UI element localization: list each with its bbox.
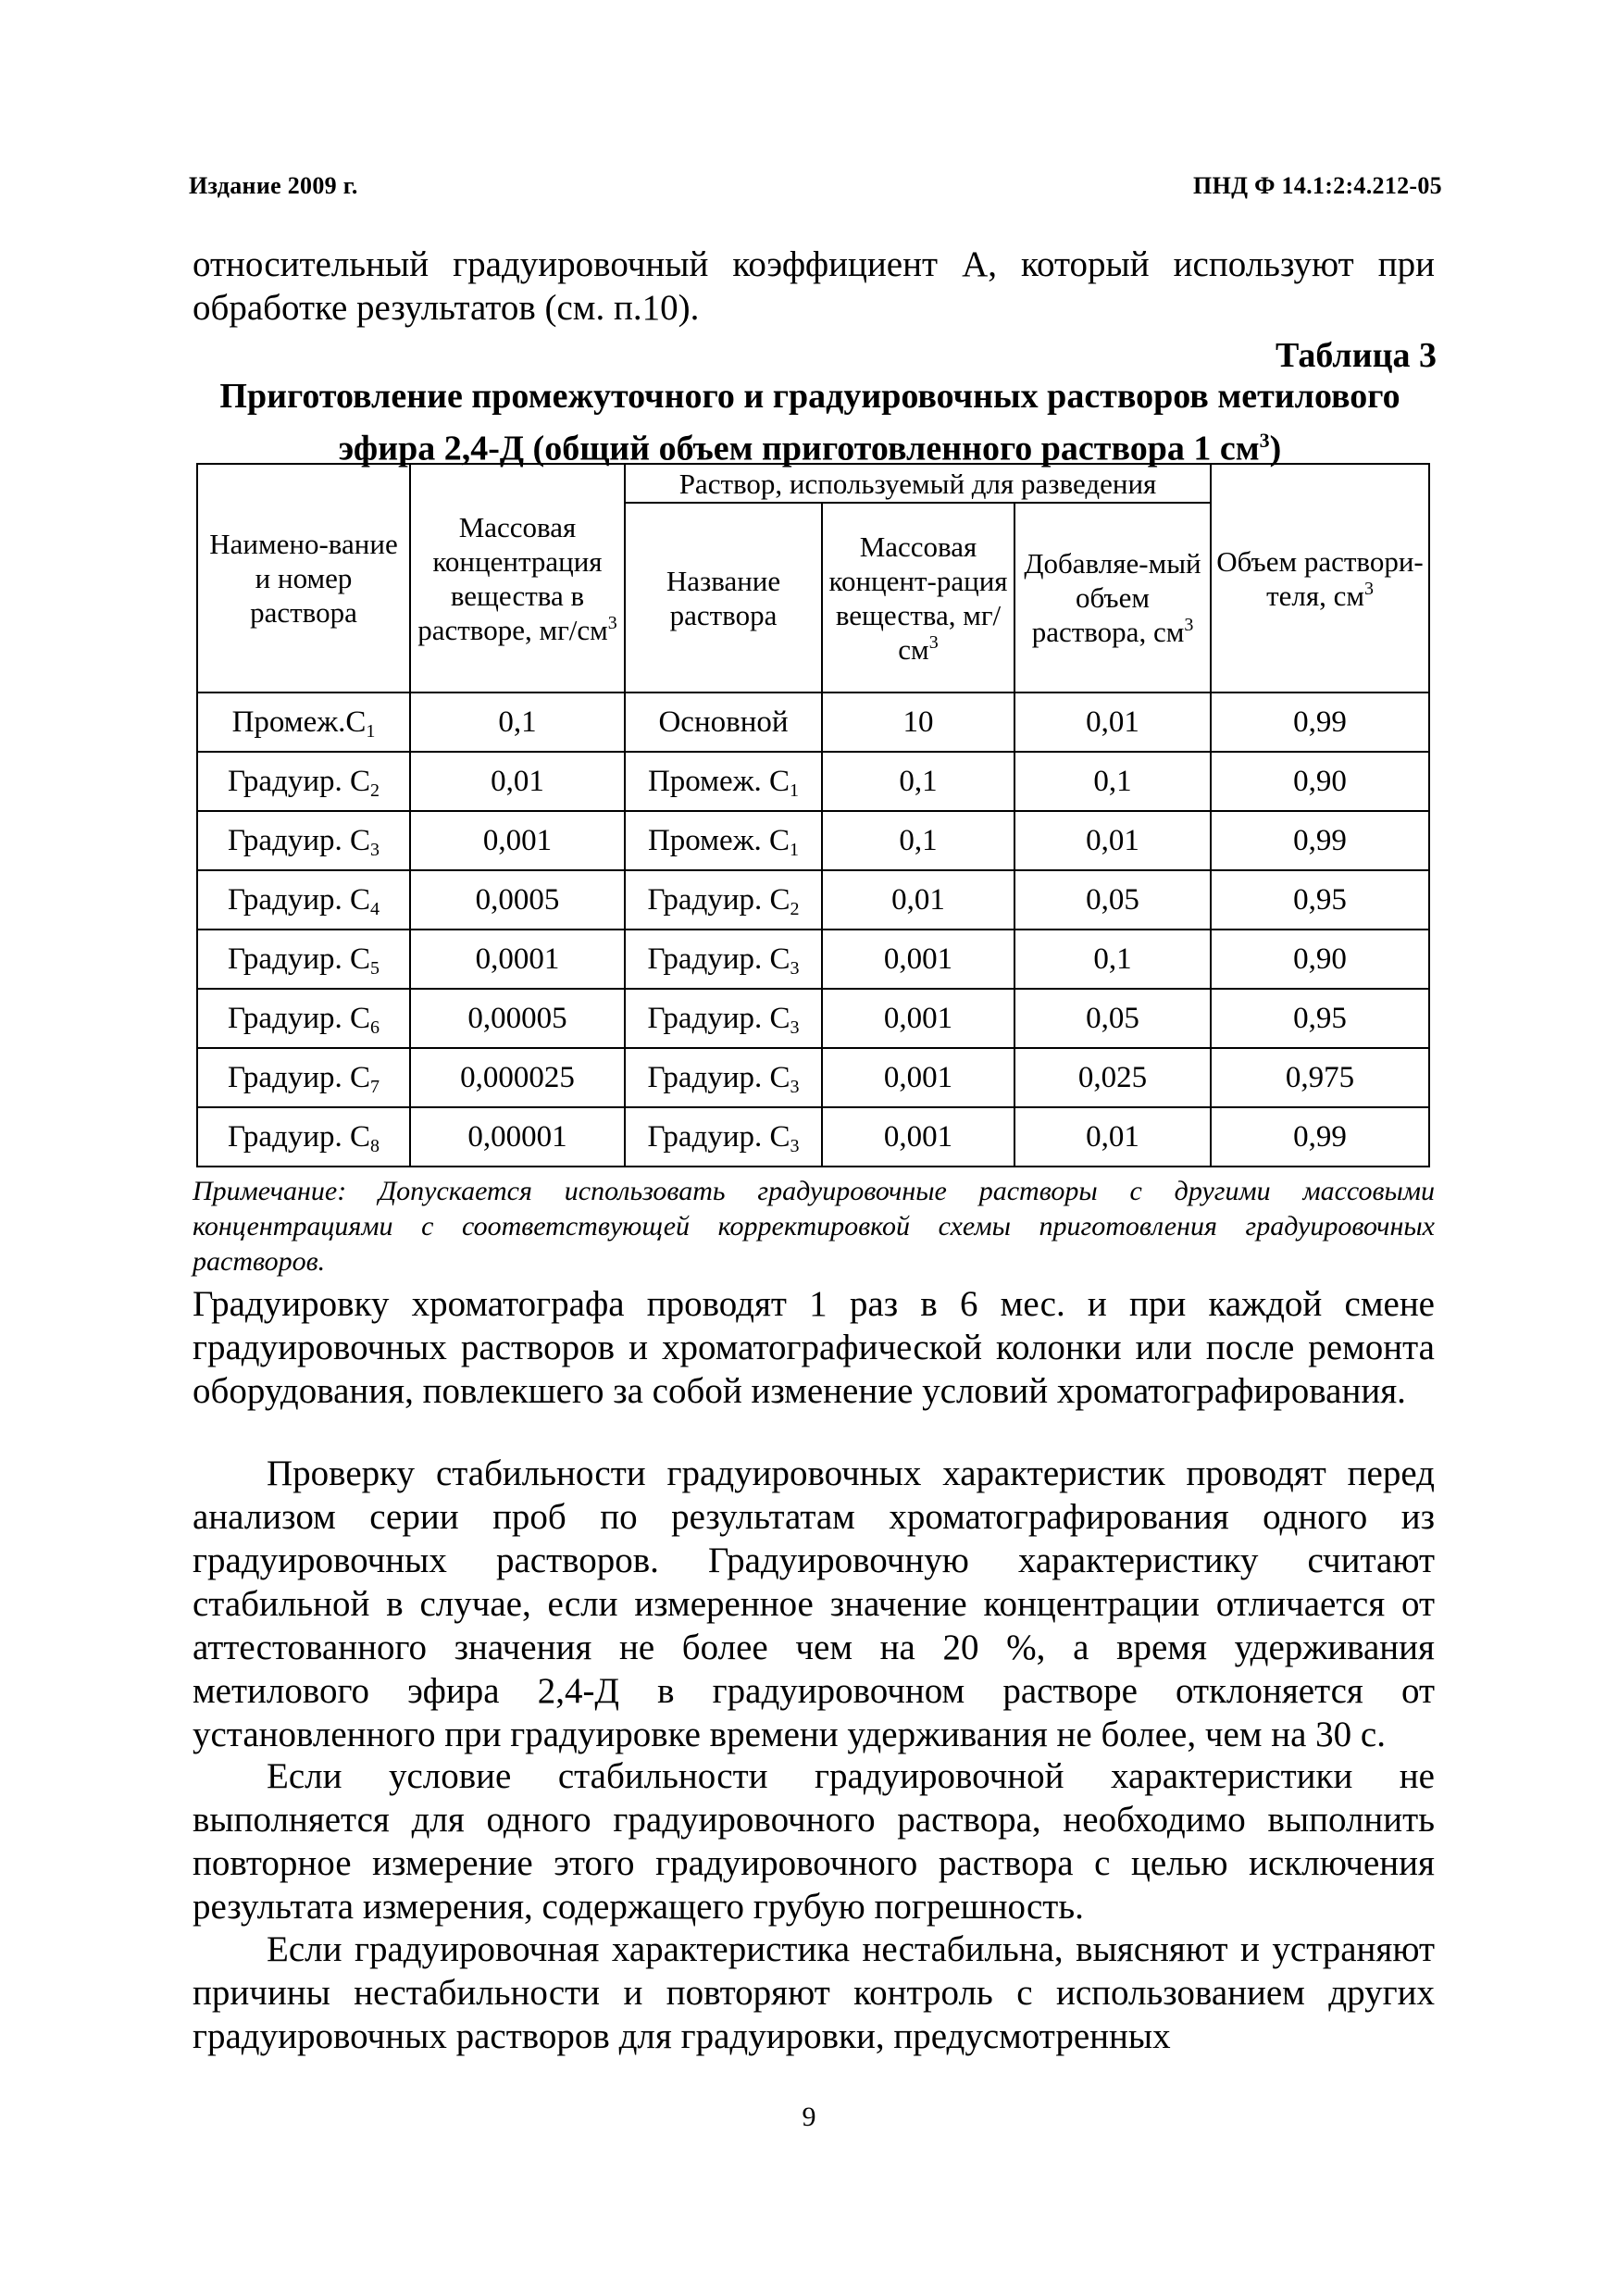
table-row xyxy=(197,989,1429,1048)
table-row xyxy=(197,870,1429,930)
cell-source-solution: Градуир. $C_2$ xyxy=(625,870,822,930)
cell-source-concentration: 0,001 xyxy=(822,1048,1014,1107)
table-row xyxy=(197,693,1429,752)
table-title: Приготовление промежуточного и градуировочных растворов метилового эфира 2,4-Д (общий объем приготовленного раствора 1 $см^3$) xyxy=(219,377,1400,468)
cell-solvent-volume: 0,95 xyxy=(1211,989,1429,1048)
table-row xyxy=(197,930,1429,989)
cell-source-solution: Градуир. $C_3$ xyxy=(625,1048,822,1107)
paragraph-stability-check: Проверку стабильности градуировочных характеристик проводят перед анализом серии проб по результатам хроматографирования одного из градуировочных растворов. Градуировочную характеристику считают стабильной в случае, если измеренное значение концентрации отличается от аттестованного значения не более чем на 20 %, а время удерживания метилового эфира 2,4-Д в градуировочном растворе отклоняется от установленного при градуировке времени удерживания не более, чем на 30 с. xyxy=(193,1454,1435,1754)
cell-mass-concentration: 0,000025 xyxy=(410,1048,625,1107)
cell-solution-name: Градуир. $C_7$ xyxy=(197,1048,410,1107)
cell-mass-concentration: 0,0005 xyxy=(410,870,625,930)
cell-mass-concentration: 0,1 xyxy=(410,693,625,752)
preparation-table xyxy=(196,463,1430,1167)
header-name: Наимено-вание и номер раствора xyxy=(197,464,410,693)
header-dilution-group: Раствор, используемый для разведения xyxy=(625,464,1211,503)
cell-source-concentration: 0,001 xyxy=(822,1107,1014,1167)
cell-solution-name: $Промеж.C_1$ xyxy=(197,693,410,752)
cell-source-concentration: 0,01 xyxy=(822,870,1014,930)
cell-mass-concentration: 0,001 xyxy=(410,811,625,870)
paragraph-calibration-frequency: Градуировку хроматографа проводят 1 раз в 6 мес. и при каждой смене градуировочных растворов и хроматографической колонки или после ремонта оборудования, повлекшего за собой изменение условий хроматографирования. xyxy=(193,1284,1435,1411)
table-row xyxy=(197,811,1429,870)
paragraph-repeat-measurement: Если условие стабильности градуировочной характеристики не выполняется для одного градуировочного раствора, необходимо выполнить повторное измерение этого градуировочного раствора с целью исключения результата измерения, содержащего грубую погрешность. xyxy=(193,1756,1435,1927)
cell-mass-concentration: 0,0001 xyxy=(410,930,625,989)
cell-added-volume: 0,1 xyxy=(1014,930,1211,989)
table-row xyxy=(197,1107,1429,1167)
table-body xyxy=(197,693,1429,1167)
cell-added-volume: 0,01 xyxy=(1014,811,1211,870)
cell-source-concentration: 0,001 xyxy=(822,930,1014,989)
cell-solution-name: Градуир. $C_4$ xyxy=(197,870,410,930)
cell-added-volume: 0,01 xyxy=(1014,693,1211,752)
cell-added-volume: 0,05 xyxy=(1014,870,1211,930)
cell-added-volume: 0,05 xyxy=(1014,989,1211,1048)
cell-solution-name: Градуир. $C_5$ xyxy=(197,930,410,989)
table-row xyxy=(197,752,1429,811)
cell-solvent-volume: 0,90 xyxy=(1211,930,1429,989)
cell-solvent-volume: 0,99 xyxy=(1211,811,1429,870)
cell-source-solution: Основной xyxy=(625,693,822,752)
cell-solvent-volume: 0,90 xyxy=(1211,752,1429,811)
cell-solution-name: Градуир. $C_6$ xyxy=(197,989,410,1048)
page-number: 9 xyxy=(802,2102,816,2132)
header-solvent-volume: Объем раствори-теля, $см^3$ xyxy=(1211,464,1429,693)
header-dilution-concentration: Массовая концент-рация вещества, $мг/см^3$ xyxy=(822,503,1014,693)
header-added-volume: Добавляе-мый объем раствора, $см^3$ xyxy=(1014,503,1211,693)
cell-solvent-volume: 0,99 xyxy=(1211,693,1429,752)
cell-source-solution: Градуир. $C_3$ xyxy=(625,1107,822,1167)
edition-label: Издание 2009 г. xyxy=(189,172,358,199)
cell-added-volume: 0,025 xyxy=(1014,1048,1211,1107)
cell-solvent-volume: 0,99 xyxy=(1211,1107,1429,1167)
cell-solution-name: Градуир. $C_8$ xyxy=(197,1107,410,1167)
cell-source-concentration: 0,1 xyxy=(822,811,1014,870)
header-mass-concentration: Массовая концентрация вещества в растворе, $мг/см^3$ xyxy=(410,464,625,693)
cell-source-solution: Промеж. $C_1$ xyxy=(625,752,822,811)
cell-source-concentration: 0,1 xyxy=(822,752,1014,811)
cell-solvent-volume: 0,95 xyxy=(1211,870,1429,930)
cell-added-volume: 0,01 xyxy=(1014,1107,1211,1167)
table-row xyxy=(197,1048,1429,1107)
cell-mass-concentration: 0,00001 xyxy=(410,1107,625,1167)
cell-source-solution: Промеж. $C_1$ xyxy=(625,811,822,870)
cell-added-volume: 0,1 xyxy=(1014,752,1211,811)
table-note: Примечание: Допускается использовать градуировочные растворы с другими массовыми концентрациями с соответствующей корректировкой схемы приготовления градуировочных растворов. xyxy=(193,1176,1435,1277)
paragraph-unstable-characteristic: Если градуировочная характеристика нестабильна, выясняют и устраняют причины нестабильности и повторяют контроль с использованием других градуировочных растворов для градуировки, предусмотренных xyxy=(193,1929,1435,2056)
cell-source-solution: Градуир. $C_3$ xyxy=(625,930,822,989)
cell-solution-name: Градуир. $C_3$ xyxy=(197,811,410,870)
cell-solution-name: Градуир. $C_2$ xyxy=(197,752,410,811)
header-solution-name: Название раствора xyxy=(625,503,822,693)
cell-solvent-volume: 0,975 xyxy=(1211,1048,1429,1107)
document-code: ПНД Ф 14.1:2:4.212-05 xyxy=(1193,172,1442,199)
cell-source-concentration: 10 xyxy=(822,693,1014,752)
intro-paragraph: относительный градуировочный коэффициент А, который используют при обработке результатов (см. п.10). xyxy=(193,244,1435,328)
cell-source-solution: Градуир. $C_3$ xyxy=(625,989,822,1048)
cell-source-concentration: 0,001 xyxy=(822,989,1014,1048)
cell-mass-concentration: 0,00005 xyxy=(410,989,625,1048)
cell-mass-concentration: 0,01 xyxy=(410,752,625,811)
table-caption: Таблица 3 xyxy=(1275,336,1437,375)
